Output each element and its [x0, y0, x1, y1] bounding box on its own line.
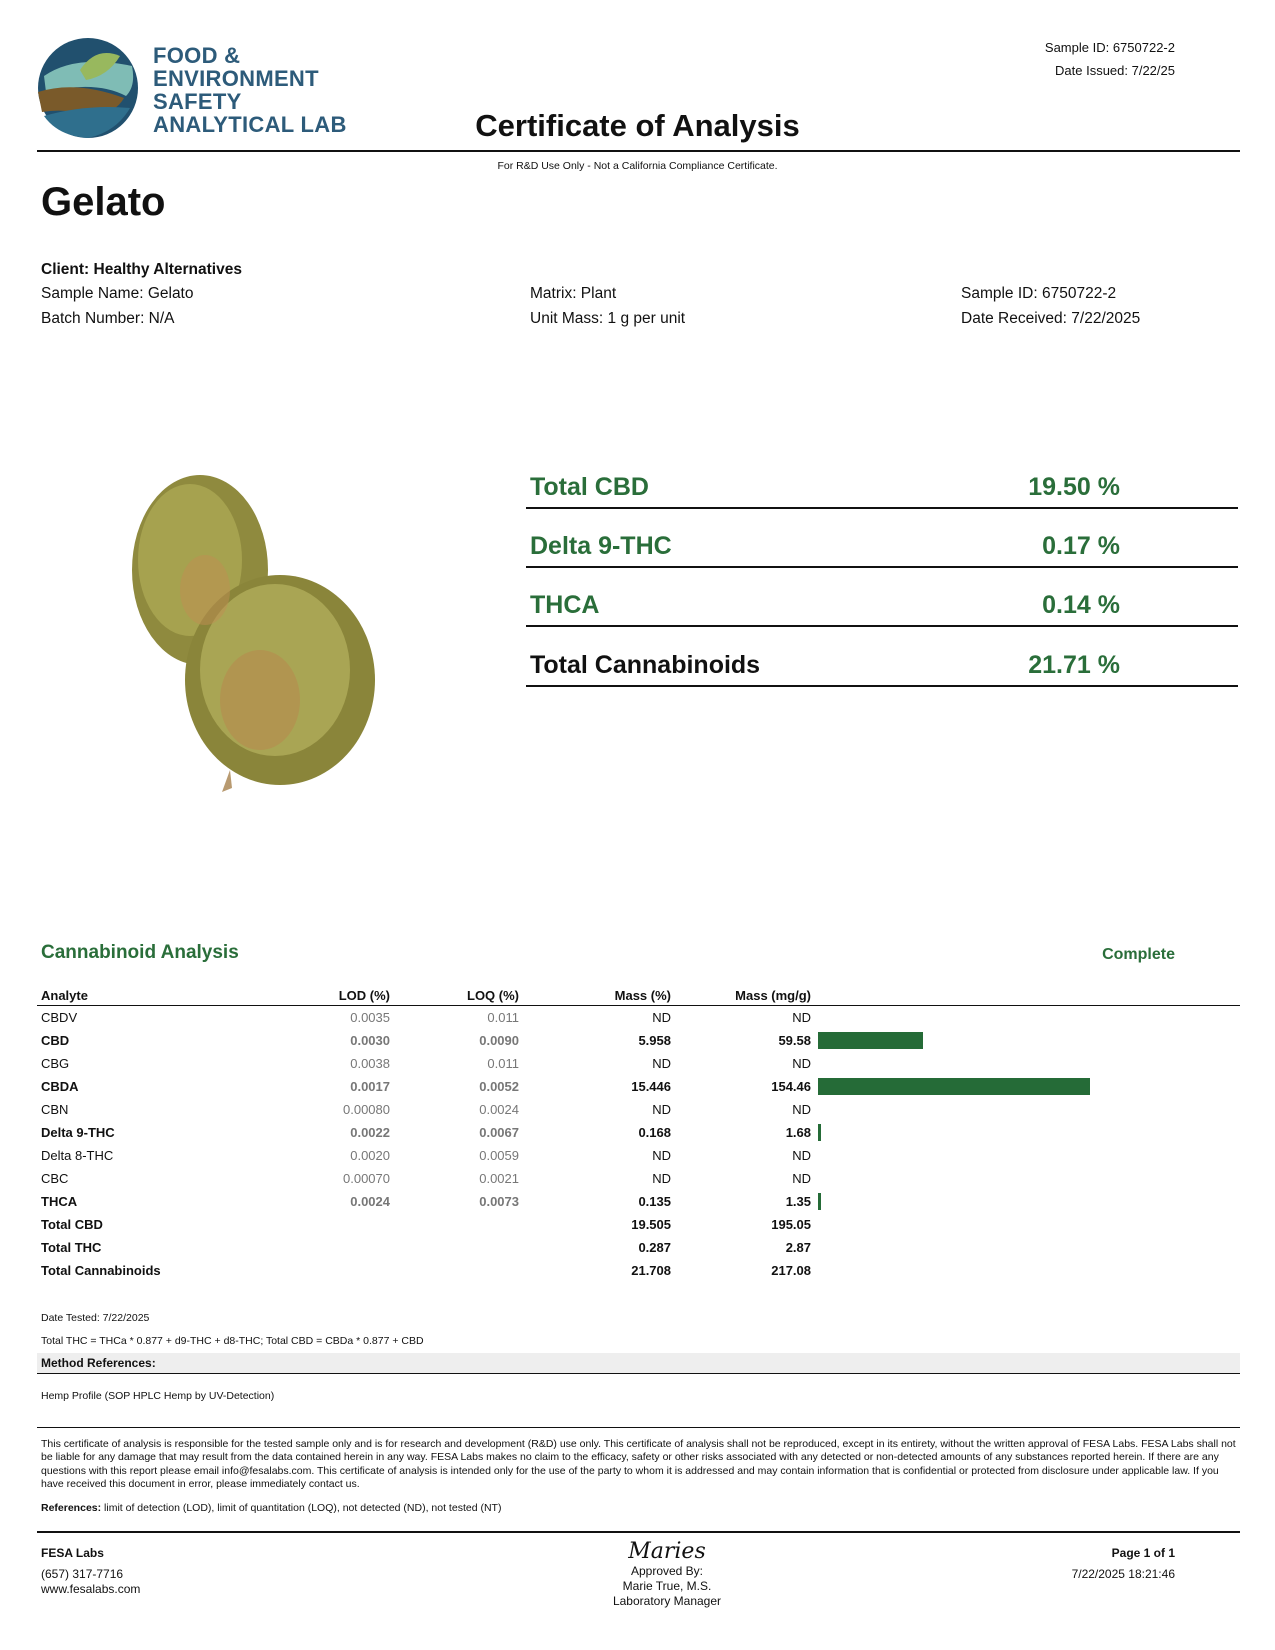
footer-company — [41, 1546, 140, 1597]
loq-cell: 0.0052 — [479, 1079, 519, 1094]
date-received: Date Received: 7/22/2025 — [961, 310, 1141, 327]
approver-name: Marie True, M.S. — [622, 1579, 712, 1593]
analyte-cell: CBDV — [41, 1010, 78, 1025]
matrix: Matrix: Plant — [530, 285, 617, 302]
references-text: limit of detection (LOD), limit of quantitation (LOQ), not detected (ND), not tested (NT) — [101, 1502, 502, 1514]
lod-cell: 0.0020 — [350, 1148, 390, 1163]
logo-line: ENVIRONMENT — [153, 66, 319, 91]
loq-cell: 0.011 — [487, 1010, 519, 1025]
page-number: Page 1 of 1 — [1111, 1546, 1175, 1560]
lod-cell: 0.0017 — [350, 1079, 390, 1094]
bar-cell — [815, 1236, 1240, 1259]
mass-mgg-cell: 195.05 — [771, 1217, 811, 1232]
summary-label: Total CBD — [530, 473, 649, 501]
lod-cell — [287, 1259, 394, 1282]
bar-cell — [815, 1213, 1240, 1236]
summary-label: Delta 9-THC — [530, 532, 672, 560]
mass-pct-cell: ND — [652, 1171, 671, 1186]
mass-mgg-cell: 154.46 — [771, 1079, 811, 1094]
product-name: Gelato — [41, 180, 166, 224]
mass-bar — [818, 1124, 821, 1141]
table-row — [37, 1052, 1240, 1075]
footer-page-info — [1072, 1546, 1175, 1582]
mass-pct-cell: 15.446 — [631, 1079, 671, 1094]
page-title: Certificate of Analysis — [475, 108, 800, 143]
mass-bar — [818, 1078, 1090, 1095]
bar-cell — [815, 1259, 1240, 1282]
table-row — [37, 1029, 1240, 1052]
header-sample-id: Sample ID: 6750722-2 — [1044, 40, 1175, 55]
loq-cell: 0.0024 — [479, 1102, 519, 1117]
column-header: Mass (mg/g) — [675, 987, 815, 1006]
analysis-title: Cannabinoid Analysis — [41, 942, 239, 963]
table-row — [37, 1167, 1240, 1190]
loq-cell — [394, 1213, 523, 1236]
loq-cell — [394, 1236, 523, 1259]
analyte-cell: Total THC — [41, 1240, 102, 1255]
column-header-bar — [815, 987, 1240, 1006]
mass-pct-cell: 0.168 — [638, 1125, 671, 1140]
mass-mgg-cell: 1.68 — [785, 1125, 811, 1140]
mass-mgg-cell: 59.58 — [778, 1033, 811, 1048]
bar-cell — [815, 1121, 1240, 1144]
analyte-cell: Delta 9-THC — [41, 1125, 115, 1140]
bar-cell — [815, 1006, 1240, 1030]
summary-total-cbd — [526, 451, 1238, 509]
bar-cell — [815, 1144, 1240, 1167]
logo-line: ANALYTICAL LAB — [153, 112, 347, 137]
sample-id: Sample ID: 6750722-2 — [961, 285, 1117, 302]
method-references-header — [37, 1353, 1240, 1374]
table-row — [37, 1213, 1240, 1236]
mass-pct-cell: 0.287 — [638, 1240, 671, 1255]
mass-pct-cell: ND — [652, 1148, 671, 1163]
column-header: LOQ (%) — [394, 987, 523, 1006]
company-name: FESA Labs — [41, 1546, 104, 1560]
bar-cell — [815, 1029, 1240, 1052]
column-header: Mass (%) — [523, 987, 675, 1006]
header-divider — [37, 150, 1240, 152]
bar-cell — [815, 1052, 1240, 1075]
analysis-status: Complete — [1102, 946, 1175, 963]
footer-divider — [37, 1531, 1240, 1533]
table-header-row — [37, 987, 1240, 1006]
mass-mgg-cell: 2.87 — [785, 1240, 811, 1255]
table-row — [37, 1006, 1240, 1030]
logo-line: SAFETY — [153, 89, 242, 114]
summary-value: 0.17 % — [1042, 532, 1120, 560]
bar-cell — [815, 1167, 1240, 1190]
product-photo — [110, 470, 390, 800]
mass-mgg-cell: 217.08 — [771, 1263, 811, 1278]
mass-pct-cell: 19.505 — [631, 1217, 671, 1232]
lod-cell: 0.0038 — [350, 1056, 390, 1071]
summary-total-cannabinoids — [526, 629, 1238, 687]
header-date-issued: Date Issued: 7/22/25 — [1055, 63, 1175, 78]
lod-cell: 0.0024 — [350, 1194, 390, 1209]
signature: Maries — [628, 1539, 706, 1564]
logo-line: FOOD & — [153, 43, 241, 68]
table-row — [37, 1075, 1240, 1098]
lod-cell: 0.0030 — [350, 1033, 390, 1048]
bar-cell — [815, 1075, 1240, 1098]
date-tested: Date Tested: 7/22/2025 — [41, 1312, 150, 1324]
mass-pct-cell: 0.135 — [638, 1194, 671, 1209]
summary-value: 19.50 % — [1028, 473, 1120, 501]
disclaimer-text: This certificate of analysis is responsible for the tested sample only and is for research and development (R&D) use only. This certificate of analysis shall not be reproduced, except in its entirety, without the written approval of FESA Labs. FESA Labs shall not be liable for any damage that may result from the data contained herein in any way. FESA Labs makes no claim to the efficacy, safety or other risks associated with any detected or non-detected amounts of any substances reported herein. If there are any questions with this report please email info@fesalabs.com. This certificate of analysis is intended only for the use of the party to whom it is addressed and may contain information that is confidential or protected from disclosure under applicable law. If you have received this document in error, please immediately contact us. — [41, 1438, 1236, 1490]
column-header: LOD (%) — [287, 987, 394, 1006]
table-row — [37, 1236, 1240, 1259]
summary-label: THCA — [530, 591, 600, 619]
analyte-cell: Total Cannabinoids — [41, 1263, 161, 1278]
loq-cell: 0.0021 — [479, 1171, 519, 1186]
client-name: Client: Healthy Alternatives — [41, 261, 242, 278]
analyte-cell: THCA — [41, 1194, 78, 1209]
loq-cell: 0.011 — [487, 1056, 519, 1071]
mass-mgg-cell: ND — [792, 1148, 811, 1163]
table-row — [37, 1098, 1240, 1121]
mass-mgg-cell: 1.35 — [785, 1194, 811, 1209]
mass-pct-cell: 21.708 — [631, 1263, 671, 1278]
mass-mgg-cell: ND — [792, 1171, 811, 1186]
table-row — [37, 1190, 1240, 1213]
bar-cell — [815, 1098, 1240, 1121]
sample-name: Sample Name: Gelato — [41, 285, 194, 302]
table-row — [37, 1121, 1240, 1144]
analyte-cell: CBG — [41, 1056, 70, 1071]
mass-pct-cell: ND — [652, 1102, 671, 1117]
references-line — [41, 1502, 501, 1514]
summary-label: Total Cannabinoids — [530, 651, 761, 679]
page-subtitle: For R&D Use Only - Not a California Compliance Certificate. — [497, 160, 778, 172]
report-timestamp: 7/22/2025 18:21:46 — [1071, 1567, 1175, 1581]
mass-mgg-cell: ND — [792, 1010, 811, 1025]
batch-number: Batch Number: N/A — [41, 310, 175, 327]
approved-by-label: Approved By: — [630, 1564, 704, 1578]
lod-cell: 0.00080 — [343, 1102, 390, 1117]
method-reference-text: Hemp Profile (SOP HPLC Hemp by UV-Detection) — [41, 1390, 275, 1402]
lod-cell — [287, 1213, 394, 1236]
loq-cell: 0.0059 — [479, 1148, 519, 1163]
disclaimer-divider — [37, 1427, 1240, 1428]
analyte-cell: CBDA — [41, 1079, 79, 1094]
analyte-cell: CBN — [41, 1102, 69, 1117]
company-phone: (657) 317-7716 — [41, 1567, 124, 1581]
bar-cell — [815, 1190, 1240, 1213]
analyte-cell: Delta 8-THC — [41, 1148, 114, 1163]
loq-cell — [394, 1259, 523, 1282]
summary-delta9-thc — [526, 510, 1238, 568]
table-row — [37, 1259, 1240, 1282]
approver-title: Laboratory Manager — [612, 1594, 722, 1608]
analyte-cell: CBC — [41, 1171, 69, 1186]
mass-pct-cell: ND — [652, 1010, 671, 1025]
loq-cell: 0.0073 — [479, 1194, 519, 1209]
method-references-label: Method References: — [41, 1356, 156, 1370]
lod-cell: 0.00070 — [343, 1171, 390, 1186]
summary-value: 21.71 % — [1028, 651, 1120, 679]
references-label: References: — [41, 1502, 102, 1514]
lod-cell — [287, 1236, 394, 1259]
loq-cell: 0.0090 — [479, 1033, 519, 1048]
total-formula: Total THC = THCa * 0.877 + d9-THC + d8-THC; Total CBD = CBDa * 0.877 + CBD — [41, 1335, 424, 1347]
lod-cell: 0.0035 — [350, 1010, 390, 1025]
mass-pct-cell: ND — [652, 1056, 671, 1071]
summary-thca — [526, 569, 1238, 627]
mass-pct-cell: 5.958 — [638, 1033, 671, 1048]
table-row — [37, 1144, 1240, 1167]
analyte-cell: CBD — [41, 1033, 70, 1048]
column-header: Analyte — [37, 987, 287, 1006]
mass-bar — [818, 1193, 821, 1210]
loq-cell: 0.0067 — [479, 1125, 519, 1140]
analyte-cell: Total CBD — [41, 1217, 103, 1232]
cannabinoid-table — [37, 987, 1240, 1282]
unit-mass: Unit Mass: 1 g per unit — [530, 310, 686, 327]
mass-mgg-cell: ND — [792, 1102, 811, 1117]
company-website[interactable]: www.fesalabs.com — [41, 1582, 141, 1596]
footer-approval — [537, 1540, 797, 1609]
summary-value: 0.14 % — [1042, 591, 1120, 619]
lod-cell: 0.0022 — [350, 1125, 390, 1140]
mass-mgg-cell: ND — [792, 1056, 811, 1071]
mass-bar — [818, 1032, 923, 1049]
